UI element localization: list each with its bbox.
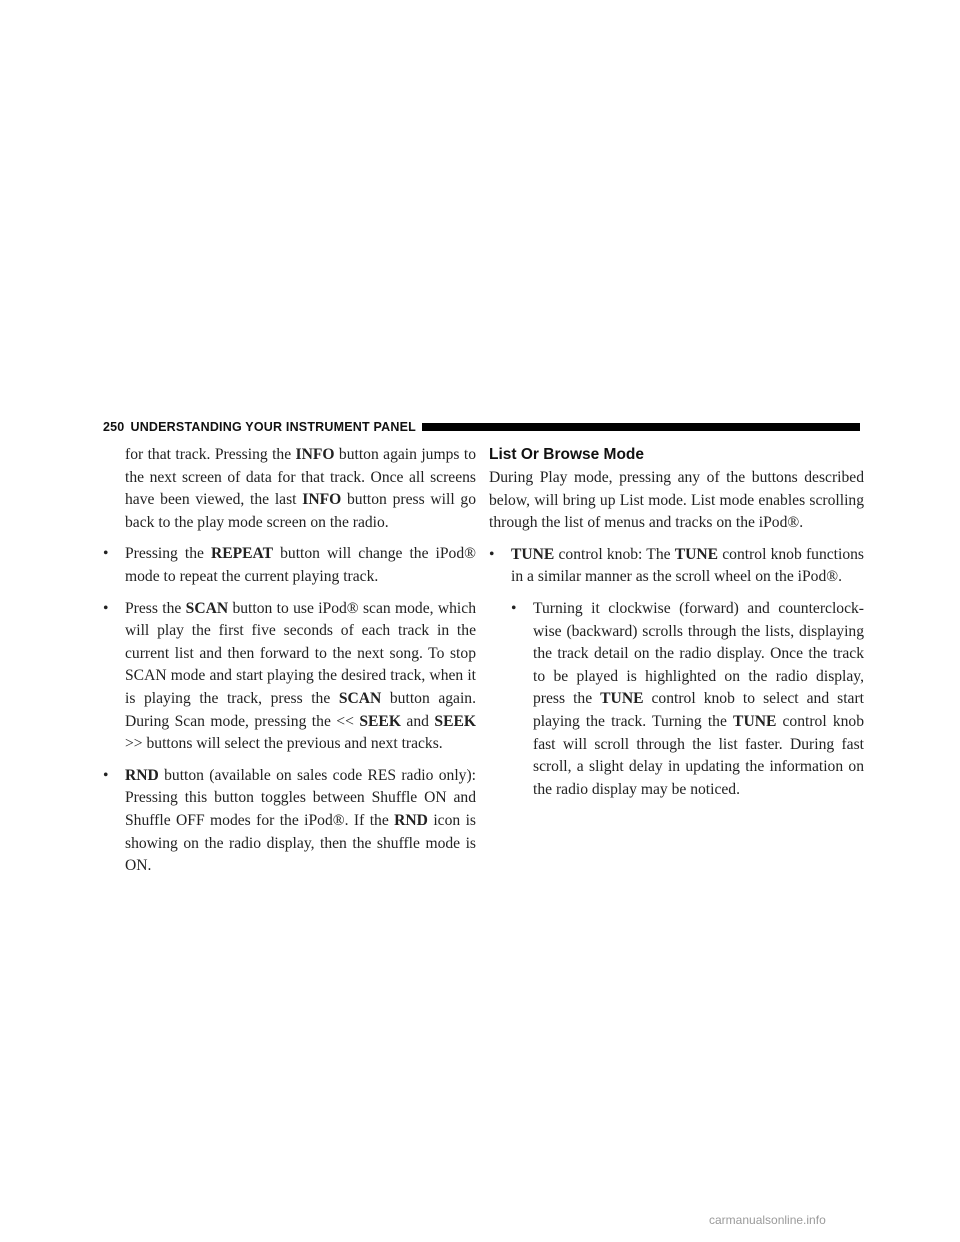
rnd-button-label: RND bbox=[394, 811, 428, 829]
repeat-button-label: REPEAT bbox=[210, 545, 274, 563]
rnd-button-label: RND bbox=[125, 766, 159, 784]
scan-button-label: SCAN bbox=[185, 599, 229, 617]
rnd-bullet: • RND button (available on sales code RES radio only): Pressing this button toggles between Shuffle ON and Shuffle OFF modes for the iPod®. If the RND icon is showing on the radio display, then the shuffle mode is ON. bbox=[103, 766, 476, 875]
bullet-dot: • bbox=[103, 766, 109, 784]
bullet-dot: • bbox=[103, 599, 109, 617]
tune-bullet: • TUNE control knob: The TUNE control knob functions in a similar manner as the scroll wheel on the iPod®. bbox=[489, 545, 864, 586]
scan-button-label: SCAN bbox=[338, 689, 382, 707]
info-paragraph: for that track. Pressing the INFO button again jumps to the next screen of data for that track. Once all screens have been viewed, the last INFO button press will go back to the play mode screen on the radio. bbox=[125, 446, 476, 531]
bullet-dot: • bbox=[511, 599, 517, 617]
tune-knob-label: TUNE bbox=[674, 545, 719, 563]
repeat-bullet: • Pressing the REPEAT button will change the iPod® mode to repeat the current playing track. bbox=[103, 545, 476, 585]
seek-button-label: SEEK bbox=[434, 712, 476, 730]
turning-bullet: • Turning it clockwise (forward) and counterclock-wise (backward) scrolls through the lists, displaying the track detail on the radio display. Once the track to be played is highlighted on the radio display, press the TUNE control knob to select and start playing the track. Turning the TUNE control knob fast will scroll through the list faster. During fast scroll, a slight delay in updating the information on the radio display may be noticed. bbox=[511, 599, 865, 798]
seek-button-label: SEEK bbox=[359, 712, 401, 730]
watermark-text: carmanualsonline.info bbox=[709, 1213, 826, 1227]
tune-knob-label: TUNE bbox=[733, 712, 777, 730]
page-header bbox=[103, 418, 860, 436]
section-title: UNDERSTANDING YOUR INSTRUMENT PANEL bbox=[130, 420, 416, 434]
left-column bbox=[103, 444, 476, 878]
header-rule bbox=[422, 423, 860, 431]
info-button-label: INFO bbox=[295, 446, 335, 463]
bullet-dot: • bbox=[103, 545, 109, 563]
list-browse-heading: List Or Browse Mode bbox=[489, 446, 645, 463]
right-column bbox=[489, 444, 864, 801]
tune-knob-label: TUNE bbox=[511, 545, 555, 563]
page-number: 250 bbox=[103, 420, 125, 434]
scan-bullet: • Press the SCAN button to use iPod® scan mode, which will play the first five seconds of each track in the current list and then forward to the next song. To stop SCAN mode and start playing the desired track, when it is playing the track, press the SCAN button again. During Scan mode, pressing the << SEEK and SEEK >> buttons will select the previous and next tracks. bbox=[103, 599, 476, 753]
bullet-dot: • bbox=[489, 545, 495, 563]
tune-knob-label: TUNE bbox=[600, 690, 644, 708]
list-mode-paragraph: During Play mode, pressing any of the buttons described below, will bring up List mode. List mode enables scrolling through the list of menus and tracks on the iPod®. bbox=[489, 469, 864, 532]
info-button-label: INFO bbox=[302, 491, 342, 509]
